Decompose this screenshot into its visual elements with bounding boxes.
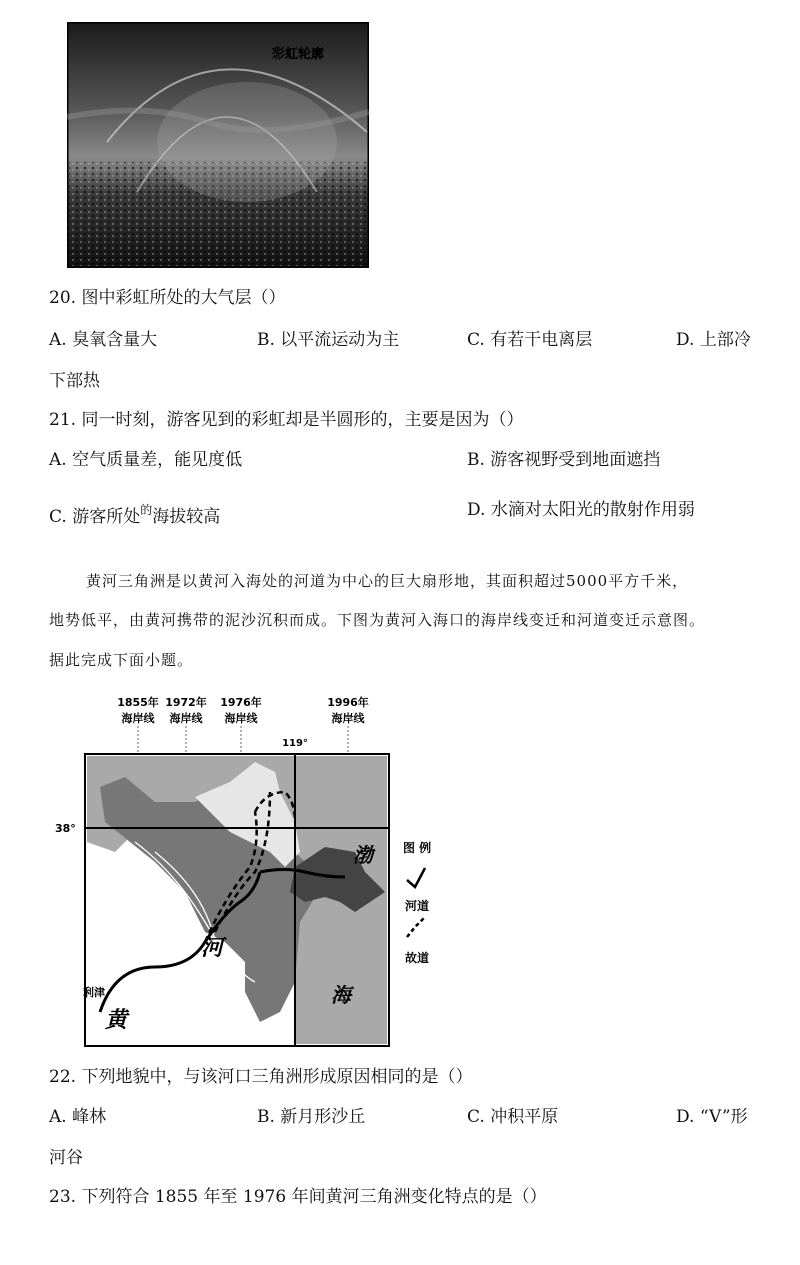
coastline-1996-year: 1996年 [327,696,369,709]
longitude-119-label: 119° [282,738,308,749]
sea-label-hai: 海 [331,983,351,1007]
legend-river: 河道 [405,899,430,913]
q22-option-d[interactable]: D. “V”形 [676,1107,748,1127]
coastline-1976-name: 海岸线 [224,712,258,725]
rainbow-photo [67,22,369,268]
q22-option-c[interactable]: C. 冲积平原 [467,1107,559,1127]
q21-option-a[interactable]: A. 空气质量差，能见度低 [49,450,243,470]
coastline-1972-year: 1972年 [165,696,207,709]
q20-option-d-wrap: 下部热 [49,371,100,391]
q20-option-d[interactable]: D. 上部冷 [676,330,751,350]
passage-line-1: 黄河三角洲是以黄河入海处的河道为中心的巨大扇形地，其面积超过5000平方千米， [86,572,689,590]
legend-old-river: 故道 [405,951,430,965]
map-legend [403,840,431,965]
sea-label-bo: 渤 [353,843,373,867]
coastline-1855-year: 1855年 [117,696,159,709]
river-label-he: 河 [201,936,224,961]
passage-line-3: 据此完成下面小题。 [49,651,194,669]
q20-stem: 20. 图中彩虹所处的大气层（） [49,288,286,308]
coastline-1976-year: 1976年 [220,696,262,709]
q20-option-a[interactable]: A. 臭氧含量大 [49,330,158,350]
river-label-huang: 黄 [105,1008,128,1033]
coastline-1972-name: 海岸线 [169,712,203,725]
legend-river-symbol [407,868,425,887]
passage-line-2: 地势低平，由黄河携带的泥沙沉积而成。下图为黄河入海口的海岸线变迁和河道变迁示意图。 [49,611,706,629]
q20-option-c[interactable]: C. 有若干电离层 [467,330,593,350]
q23-stem: 23. 下列符合 1855 年至 1976 年间黄河三角洲变化特点的是（） [49,1187,547,1207]
q20-option-b[interactable]: B. 以平流运动为主 [257,330,400,350]
legend-title: 图 例 [403,841,432,855]
q21-option-b[interactable]: B. 游客视野受到地面遮挡 [467,450,661,470]
q22-option-b[interactable]: B. 新月形沙丘 [257,1107,366,1127]
coastline-1855-name: 海岸线 [121,712,155,725]
q22-stem: 22. 下列地貌中，与该河口三角洲形成原因相同的是（） [49,1067,473,1087]
q22-option-d-wrap: 河谷 [49,1148,83,1168]
q22-option-a[interactable]: A. 峰林 [49,1107,107,1127]
yellow-river-delta-map [55,692,455,1052]
lijin-label: 利津 [83,986,105,999]
q21-option-c-tail: 海拔较高 [152,507,221,527]
coastline-1996-name: 海岸线 [331,712,365,725]
q21-option-c[interactable] [49,498,220,529]
q21-option-c-sup: 的 [140,503,153,517]
legend-old-river-symbol [407,917,425,937]
q21-option-d[interactable]: D. 水滴对太阳光的散射作用弱 [467,500,695,520]
q21-option-c-head: C. 游客所处 [49,507,141,527]
rainbow-outline-label: 彩虹轮廓 [272,47,325,62]
latitude-38-label: 38° [55,822,76,835]
q21-stem: 21. 同一时刻，游客见到的彩虹却是半圆形的，主要是因为（） [49,410,524,430]
